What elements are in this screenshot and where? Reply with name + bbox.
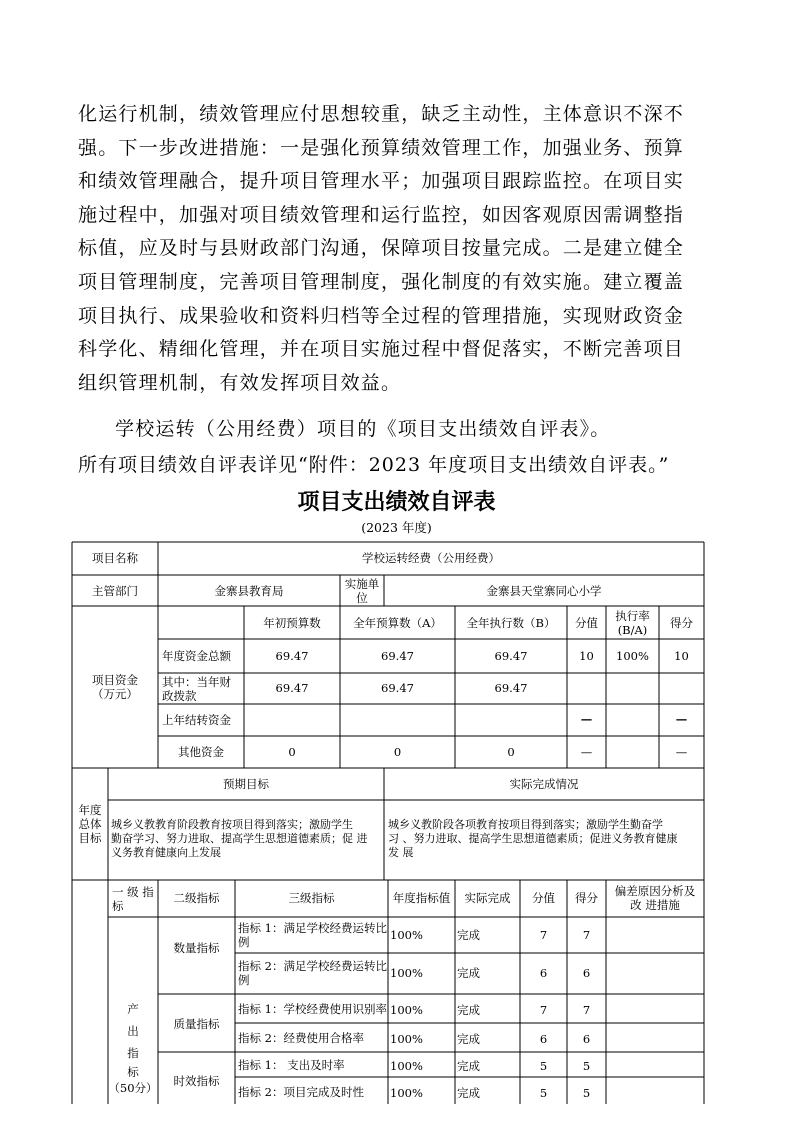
row-fiscal-initial: 69.47 bbox=[275, 681, 309, 695]
attachment-note: 所有项目绩效自评表详见“附件：2023 年度项目支出绩效自评表。” bbox=[78, 454, 670, 476]
fund-label-line: （万元） bbox=[92, 687, 138, 701]
header-exec-rate-line: (B/A) bbox=[617, 623, 648, 637]
indicator-target: 100% bbox=[390, 928, 423, 942]
category-quality: 质量指标 bbox=[173, 1017, 220, 1031]
indicator-score-val: 5 bbox=[539, 1086, 548, 1100]
impl-unit-label-line: 实施单 bbox=[344, 577, 380, 591]
header-full-budget: 全年预算数（A） bbox=[353, 616, 442, 630]
row-other-label: 其他资金 bbox=[178, 745, 224, 759]
ind-header-level2: 二级指标 bbox=[173, 891, 220, 905]
output-indicator-char: 标 bbox=[127, 1065, 139, 1079]
ind-header-target: 年度指标值 bbox=[392, 891, 451, 905]
goal-actual-header: 实际完成情况 bbox=[509, 777, 579, 791]
indicator-name: 指标 2：经费使用合格率 bbox=[238, 1031, 364, 1045]
indicator-score-val: 6 bbox=[539, 966, 548, 980]
goal-expected-text bbox=[111, 818, 383, 860]
impl-unit-label-line: 位 bbox=[356, 591, 368, 605]
annual-goal-label-line: 目标 bbox=[78, 831, 102, 845]
row-total-full: 69.47 bbox=[381, 649, 414, 663]
ind-header-actual: 实际完成 bbox=[464, 891, 511, 905]
header-score-value: 分值 bbox=[575, 616, 598, 630]
indicator-score: 7 bbox=[582, 1003, 591, 1017]
goal-actual-line: 城乡义教阶段各项教育按项目得到落实；激励学生勤奋学 bbox=[388, 818, 663, 831]
header-score: 得分 bbox=[670, 616, 693, 630]
row-fiscal-label-line: 政拨款 bbox=[162, 689, 197, 703]
indicator-score: 5 bbox=[582, 1086, 591, 1100]
impl-unit-label bbox=[340, 577, 384, 605]
row-total-score-val: 10 bbox=[579, 649, 594, 663]
indent-line: 学校运转（公用经费）项目的《项目支出绩效自评表》。 bbox=[115, 418, 611, 440]
body-line: 标值，应及时与县财政部门沟通，保障项目按量完成。二是建立健全 bbox=[78, 237, 685, 260]
output-indicator-char: 出 bbox=[127, 1024, 139, 1038]
indicator-score: 5 bbox=[582, 1059, 591, 1073]
ind-header-level1-line: 标 bbox=[112, 899, 124, 913]
body-paragraph bbox=[78, 98, 718, 400]
header-initial-budget: 年初预算数 bbox=[263, 616, 321, 630]
body-line: 科学化、精细化管理，并在项目实施过程中督促落实，不断完善项目 bbox=[78, 338, 685, 361]
indicator-target: 100% bbox=[390, 1032, 423, 1046]
indicator-target: 100% bbox=[390, 966, 423, 980]
indicator-target: 100% bbox=[390, 1003, 423, 1017]
indicator-target: 100% bbox=[390, 1086, 423, 1100]
indicator-name bbox=[238, 959, 388, 987]
body-line: 和绩效管理融合，提升项目管理水平；加强项目跟踪监控。在项目实 bbox=[78, 170, 685, 193]
dept-label: 主管部门 bbox=[92, 584, 138, 598]
annual-goal-label-line: 总体 bbox=[78, 817, 102, 831]
indicator-name: 指标 1： 支出及时率 bbox=[238, 1058, 345, 1072]
indicator-name-line: 指标 2：满足学校经费运转比 bbox=[238, 959, 387, 973]
indicator-score-val: 6 bbox=[539, 1032, 548, 1046]
row-carryover-score: — bbox=[675, 712, 688, 726]
output-indicator-label bbox=[108, 998, 158, 1096]
goal-expected-line: 义务教育健康向上发展 bbox=[111, 846, 221, 859]
goal-actual-line: 发 展 bbox=[388, 846, 414, 859]
body-line: 组织管理机制，有效发挥项目效益。 bbox=[78, 371, 402, 394]
body-line: 施过程中，加强对项目绩效管理和运行监控，如因客观原因需调整指 bbox=[78, 203, 685, 226]
goal-actual-text bbox=[388, 818, 703, 860]
indicator-target: 100% bbox=[390, 1059, 423, 1073]
annual-goal-label-line: 年度 bbox=[78, 803, 102, 817]
indicator-score: 6 bbox=[582, 1032, 591, 1046]
impl-unit-value: 金寨县天堂寨同心小学 bbox=[486, 584, 602, 598]
indicator-name bbox=[238, 921, 388, 949]
indicator-score-val: 7 bbox=[539, 928, 548, 942]
annual-goal-label bbox=[72, 803, 108, 845]
row-carryover-label: 上年结转资金 bbox=[162, 713, 231, 727]
row-fiscal-label bbox=[162, 675, 244, 703]
project-name-label: 项目名称 bbox=[92, 551, 138, 565]
ind-header-score-val: 分值 bbox=[532, 891, 555, 905]
ind-header-reason bbox=[606, 884, 704, 912]
ind-header-level1-line: 一 级 指 bbox=[112, 885, 154, 899]
indicator-score: 6 bbox=[582, 966, 591, 980]
row-fiscal-full: 69.47 bbox=[381, 681, 414, 695]
indicator-actual: 完成 bbox=[457, 1003, 480, 1017]
row-other-score: — bbox=[675, 745, 688, 759]
row-total-rate: 100% bbox=[616, 649, 649, 663]
ind-header-score: 得分 bbox=[575, 891, 598, 905]
ind-header-reason-line: 偏差原因分析及 bbox=[614, 884, 696, 898]
row-other-exec: 0 bbox=[507, 745, 515, 759]
table-year: (2023 年度) bbox=[361, 520, 432, 535]
indicator-score-val: 7 bbox=[539, 1003, 548, 1017]
row-other-full: 0 bbox=[393, 745, 402, 759]
goal-expected-line: 城乡义教教育阶段教育按项目得到落实；激励学生 bbox=[111, 818, 353, 831]
indicator-actual: 完成 bbox=[457, 1086, 480, 1100]
project-name: 学校运转经费（公用经费） bbox=[362, 551, 500, 565]
row-fiscal-label-line: 其中：当年财 bbox=[162, 675, 231, 689]
indicator-name-line: 例 bbox=[238, 973, 250, 987]
body-line: 强。下一步改进措施：一是强化预算绩效管理工作，加强业务、预算 bbox=[78, 136, 685, 159]
body-line: 项目管理制度，完善项目管理制度，强化制度的有效实施。建立覆盖 bbox=[78, 270, 685, 293]
table-title: 项目支出绩效自评表 bbox=[297, 489, 496, 515]
row-fiscal-exec: 69.47 bbox=[494, 681, 528, 695]
indicator-name: 指标 2：项目完成及时性 bbox=[238, 1085, 364, 1099]
output-indicator-char: 指 bbox=[127, 1046, 139, 1060]
indicator-actual: 完成 bbox=[457, 928, 480, 942]
indicator-score-val: 5 bbox=[539, 1059, 548, 1073]
ind-header-level3: 三级指标 bbox=[288, 891, 335, 905]
header-executed: 全年执行数（B） bbox=[466, 616, 556, 630]
output-indicator-char: 产 bbox=[127, 1002, 139, 1016]
row-carryover-score-val: — bbox=[580, 712, 593, 726]
ind-header-level1 bbox=[112, 885, 158, 913]
header-exec-rate-line: 执行率 bbox=[615, 609, 650, 623]
row-other-initial: 0 bbox=[288, 745, 296, 759]
goal-actual-line: 习 、努力进取、提高学生思想道德素质；促进义务教育健康 bbox=[388, 832, 678, 845]
indicator-actual: 完成 bbox=[457, 1032, 480, 1046]
goal-expected-line: 勤奋学习、努力进取、提高学生思想道德素质；促 进 bbox=[111, 832, 368, 845]
indicator-actual: 完成 bbox=[457, 966, 480, 980]
fund-label-line: 项目资金 bbox=[92, 673, 138, 687]
row-total-initial: 69.47 bbox=[275, 649, 309, 663]
indicator-name-line: 例 bbox=[238, 935, 250, 949]
goal-expected-header: 预期目标 bbox=[223, 777, 269, 791]
dept-value: 金寨县教育局 bbox=[214, 584, 284, 598]
category-timeliness: 时效指标 bbox=[173, 1074, 220, 1088]
body-line: 化运行机制，绩效管理应付思想较重，缺乏主动性，主体意识不深不 bbox=[78, 103, 685, 125]
ind-header-reason-line: 改 进措施 bbox=[630, 898, 680, 912]
row-total-exec: 69.47 bbox=[494, 649, 528, 663]
indicator-score: 7 bbox=[582, 928, 591, 942]
body-line: 项目执行、成果验收和资料归档等全过程的管理措施，实现财政资金 bbox=[78, 304, 685, 327]
output-indicator-char: （50分） bbox=[108, 1081, 158, 1095]
row-other-score-val: — bbox=[580, 745, 593, 759]
row-total-label: 年度资金总额 bbox=[162, 649, 231, 663]
indicator-name: 指标 1：学校经费使用识别率 bbox=[238, 1002, 387, 1016]
category-quantity: 数量指标 bbox=[173, 941, 220, 955]
row-total-score: 10 bbox=[674, 649, 689, 663]
indicator-name-line: 指标 1：满足学校经费运转比 bbox=[238, 921, 387, 935]
header-exec-rate bbox=[606, 609, 659, 637]
fund-label bbox=[72, 673, 158, 701]
indicator-actual: 完成 bbox=[457, 1059, 480, 1073]
